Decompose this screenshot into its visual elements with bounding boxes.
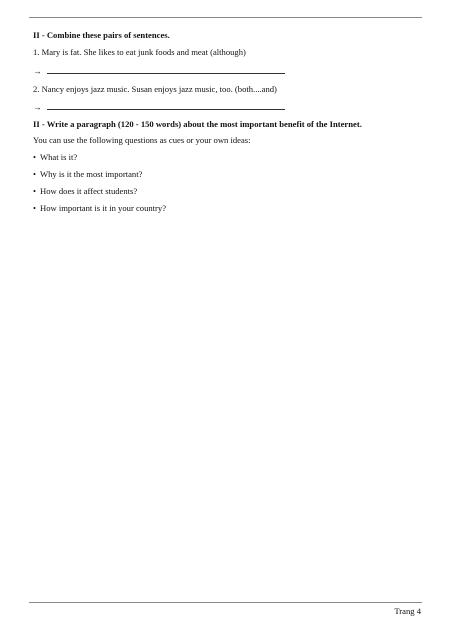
worksheet-content [33,30,423,214]
answer-blank-2 [47,109,285,110]
bullet-icon: • [33,152,37,162]
cue-item [33,152,423,163]
section-2-intro: You can use the following questions as cues or your own ideas: [33,135,251,145]
cue-text: How important is it in your country? [40,203,167,213]
cue-item [33,203,423,214]
page-number: Trang 4 [394,606,421,616]
bullet-icon: • [33,186,37,196]
arrow-icon: → [33,66,42,76]
cue-item [33,186,423,197]
question-1: 1. Mary is fat. She likes to eat junk foods and meat (although) [33,47,246,57]
answer-line-2 [33,102,423,113]
footer-rule [29,602,422,603]
cue-text: Why is it the most important? [40,169,143,179]
bullet-icon: • [33,169,37,179]
question-2: 2. Nancy enjoys jazz music. Susan enjoys jazz music, too. (both....and) [33,84,277,94]
section-2-heading: II - Write a paragraph (120 - 150 words) about the most important benefit of the Internet. [33,119,362,129]
header-rule [29,17,422,18]
cue-text: What is it? [40,152,78,162]
bullet-icon: • [33,203,37,213]
section-1-heading: II - Combine these pairs of sentences. [33,30,170,40]
answer-line-1 [33,66,423,77]
answer-blank-1 [47,73,285,74]
cue-item [33,169,423,180]
arrow-icon: → [33,102,42,112]
cue-text: How does it affect students? [40,186,138,196]
